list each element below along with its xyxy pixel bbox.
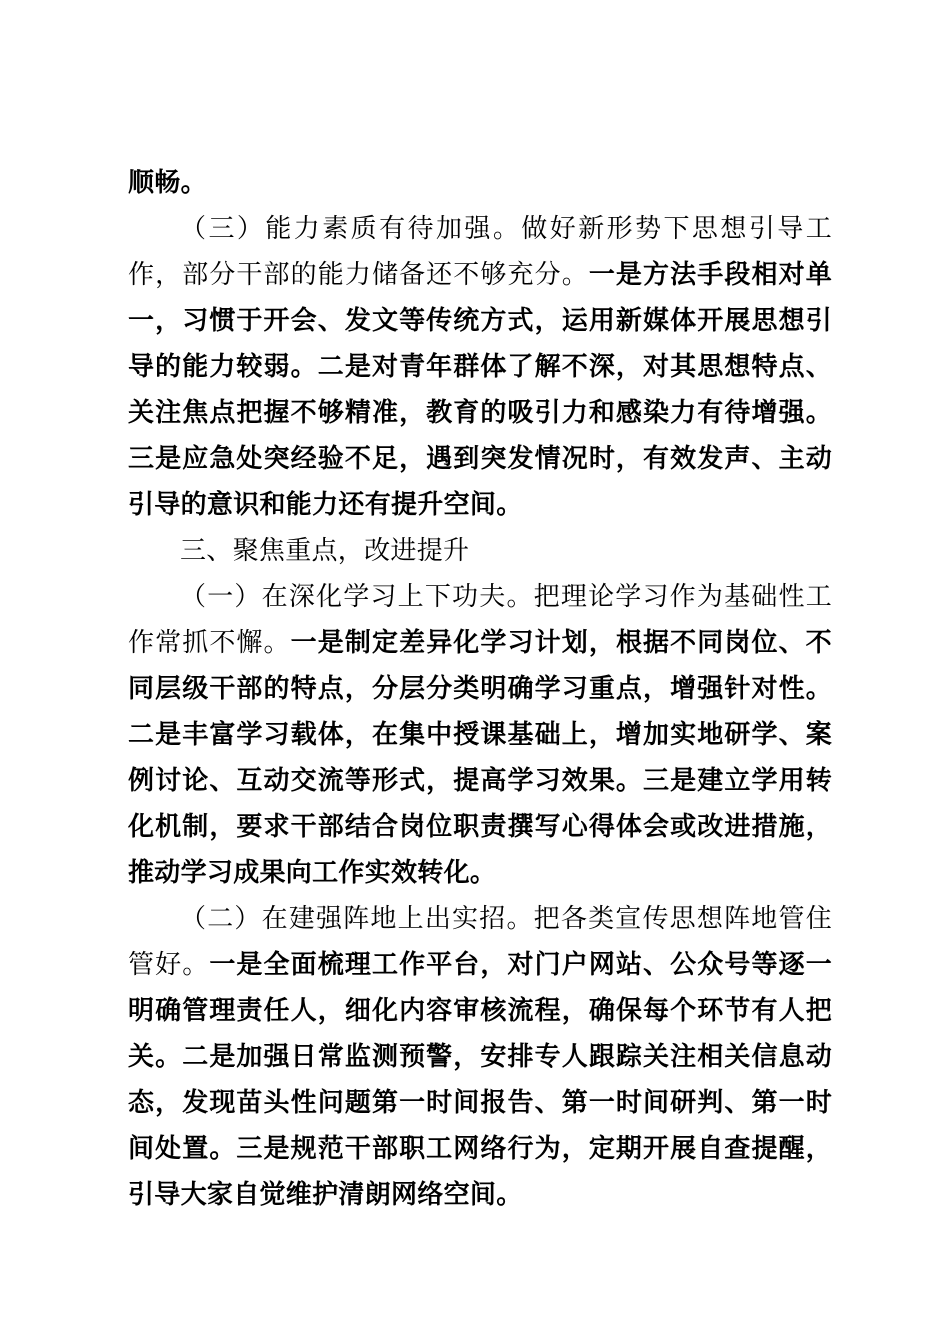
paragraph-continuation: [128, 160, 832, 206]
text-run: 一是全面梳理工作平台，对门户网站、公众号等逐一明确管理责任人，细化内容审核流程，确保每个环节有人把关。二是加强日常监测预警，安排专人跟踪关注相关信息动态，发现苗头性问题第一时间报告、第一时间研判、第一时间处置。三是规范干部职工网络行为，定期开展自查提醒，引导大家自觉维护清朗网络空间。: [128, 950, 832, 1210]
heading-text: 三、聚焦重点，改进提升: [180, 536, 470, 566]
paragraph-section-3-ability: [128, 206, 832, 528]
text-run: 一是制定差异化学习计划，根据不同岗位、不同层级干部的特点，分层分类明确学习重点，增强针对性。二是丰富学习载体，在集中授课基础上，增加实地研学、案例讨论、互动交流等形式，提高学习效果。三是建立学用转化机制，要求干部结合岗位职责撰写心得体会或改进措施，推动学习成果向工作实效转化。: [128, 628, 832, 888]
paragraph-section-2-platform: [128, 896, 832, 1218]
section-heading: [128, 528, 832, 574]
text-run: （二）在建强阵地上出实招。把各类宣传思想阵地管住管好。: [128, 904, 832, 980]
document-body: [128, 160, 832, 1218]
text-run: 一是方法手段相对单一，习惯于开会、发文等传统方式，运用新媒体开展思想引导的能力较弱。二是对青年群体了解不深，对其思想特点、关注焦点把握不够精准，教育的吸引力和感染力有待增强。三是应急处突经验不足，遇到突发情况时，有效发声、主动引导的意识和能力还有提升空间。: [128, 260, 832, 520]
text-run: （一）在深化学习上下功夫。把理论学习作为基础性工作常抓不懈。: [128, 582, 832, 658]
text-run: （三）能力素质有待加强。做好新形势下思想引导工作，部分干部的能力储备还不够充分。: [128, 214, 832, 290]
text-run: 顺畅。: [128, 168, 207, 198]
paragraph-section-1-study: [128, 574, 832, 896]
